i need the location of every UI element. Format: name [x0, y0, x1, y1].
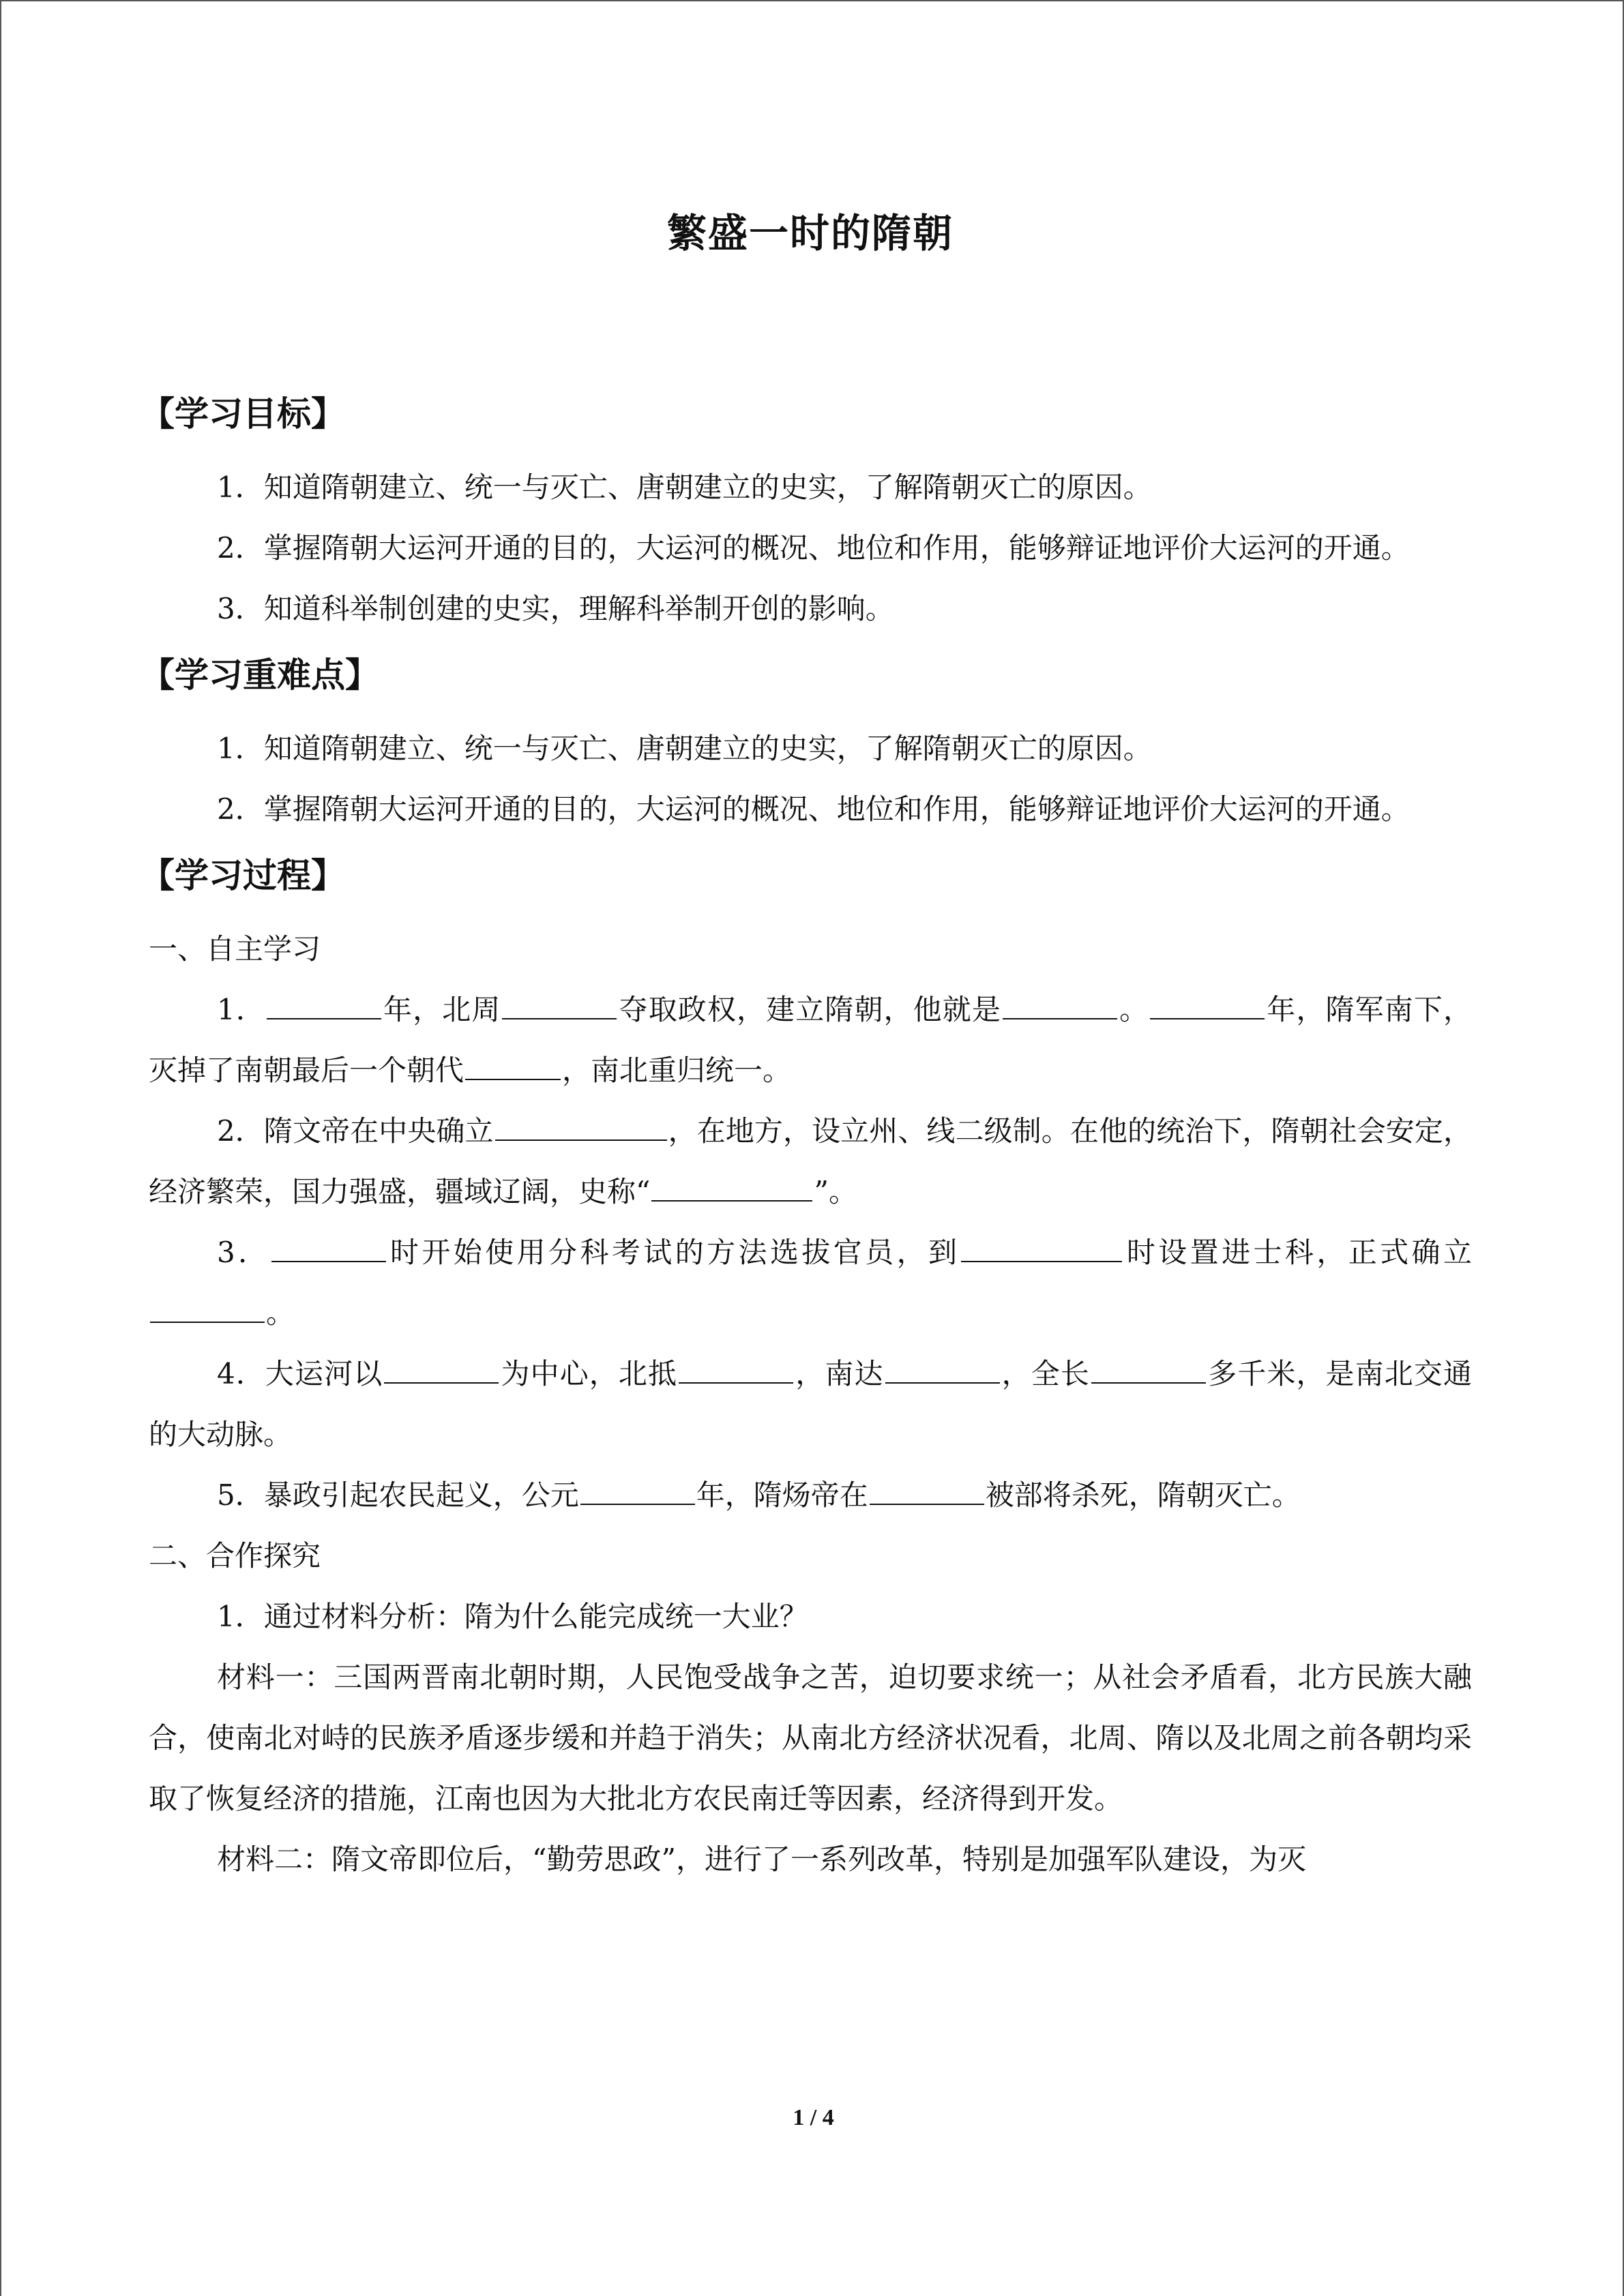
subheading-self-study: 一、自主学习: [149, 932, 321, 966]
spacer: [149, 839, 1472, 852]
q3-text-1: 时开始使用分科考试的方法选拔官员，到: [387, 1236, 960, 1269]
answer-blank[interactable]: [961, 1231, 1122, 1262]
subheading-cooperative: 二、合作探究: [149, 1539, 321, 1572]
answer-blank[interactable]: [384, 1352, 499, 1384]
q1-text-5: ，南北重归统一。: [562, 1054, 792, 1087]
q1-text-2: 夺取政权，建立隋朝，他就是: [618, 993, 1001, 1026]
document-title: 繁盛一时的隋朝: [666, 210, 954, 256]
answer-blank[interactable]: [267, 988, 381, 1019]
q5-number: 5．暴政引起农民起义，公元: [217, 1478, 579, 1512]
objective-item-3: 3．知道科举制创建的史实，理解科举制开创的影响。: [217, 592, 894, 625]
fill-question-1: [149, 979, 1472, 1101]
q1-text-1: 年，北周: [382, 993, 501, 1026]
answer-blank[interactable]: [870, 1474, 984, 1505]
document-content: [141, 206, 1472, 1890]
fill-question-4: [149, 1343, 1472, 1465]
q2-text-1: ，在地方，设立州、线二级制。在他的统治下，隋朝社会安定，经济繁荣，国力强盛，疆域辽阔，史称“: [149, 1114, 1472, 1208]
answer-blank[interactable]: [150, 1292, 265, 1323]
answer-blank[interactable]: [580, 1474, 695, 1505]
cooperative-question: 1．通过材料分析：隋为什么能完成统一大业？: [217, 1600, 808, 1633]
q5-text-2: 被部将杀死，隋朝灭亡。: [985, 1478, 1301, 1512]
q3-text-3: 。: [266, 1296, 295, 1330]
answer-blank[interactable]: [495, 1109, 667, 1141]
spacer: [149, 639, 1472, 651]
q4-text-4: 多千米，是南北交通的大动脉。: [149, 1357, 1472, 1451]
answer-blank[interactable]: [1091, 1352, 1206, 1384]
objective-item-2: 2．掌握隋朝大运河开通的目的，大运河的概况、地位和作用，能够辩证地评价大运河的开通。: [217, 531, 1410, 565]
answer-blank[interactable]: [1003, 988, 1117, 1019]
q4-text-2: ，南达: [795, 1357, 884, 1390]
q5-text-1: 年，隋炀帝在: [696, 1478, 868, 1512]
section-heading-objectives: 【学习目标】: [141, 394, 345, 434]
section-heading-process: 【学习过程】: [141, 856, 345, 895]
section-heading-key-points: 【学习重难点】: [141, 655, 379, 695]
q3-number: 3．: [217, 1236, 270, 1269]
answer-blank[interactable]: [651, 1170, 812, 1202]
answer-blank[interactable]: [679, 1352, 793, 1384]
fill-question-3: [149, 1222, 1472, 1343]
q4-number: 4．大运河以: [217, 1357, 383, 1390]
key-point-item-1: 1．知道隋朝建立、统一与灭亡、唐朝建立的史实，了解隋朝灭亡的原因。: [217, 732, 1152, 765]
material-two: 材料二：隋文帝即位后，“勤劳思政”，进行了一系列改革，特别是加强军队建设，为灭: [217, 1843, 1306, 1876]
objective-item-1: 1．知道隋朝建立、统一与灭亡、唐朝建立的史实，了解隋朝灭亡的原因。: [217, 471, 1152, 504]
page-number: 1 / 4: [793, 2105, 834, 2130]
q1-text-3: 。: [1118, 993, 1149, 1026]
answer-blank[interactable]: [885, 1352, 1000, 1384]
answer-blank[interactable]: [465, 1049, 561, 1080]
q1-number: 1．: [217, 993, 265, 1026]
answer-blank[interactable]: [271, 1231, 386, 1262]
q2-number: 2．隋文帝在中央确立: [217, 1114, 494, 1148]
q2-text-2: ”。: [814, 1175, 857, 1208]
answer-blank[interactable]: [1150, 988, 1265, 1019]
q4-text-3: ，全长: [1001, 1357, 1090, 1390]
material-one: 材料一：三国两晋南北朝时期，人民饱受战争之苦，迫切要求统一；从社会矛盾看，北方民族大融合，使南北对峙的民族矛盾逐步缓和并趋于消失；从南北方经济状况看，北周、隋以及北周之前各朝均采取了恢复经济的措施，江南也因为大批北方农民南迁等因素，经济得到开发。: [149, 1660, 1472, 1815]
key-point-item-2: 2．掌握隋朝大运河开通的目的，大运河的概况、地位和作用，能够辩证地评价大运河的开通。: [217, 792, 1410, 826]
answer-blank[interactable]: [502, 988, 617, 1019]
q4-text-1: 为中心，北抵: [500, 1357, 678, 1390]
q3-text-2: 时设置进士科，正式确立: [1123, 1236, 1472, 1269]
q1-text-4: 年，隋军南下，灭掉了南朝最后一个朝代: [149, 993, 1472, 1087]
fill-question-5: [149, 1465, 1472, 1525]
fill-question-2: [149, 1101, 1472, 1222]
